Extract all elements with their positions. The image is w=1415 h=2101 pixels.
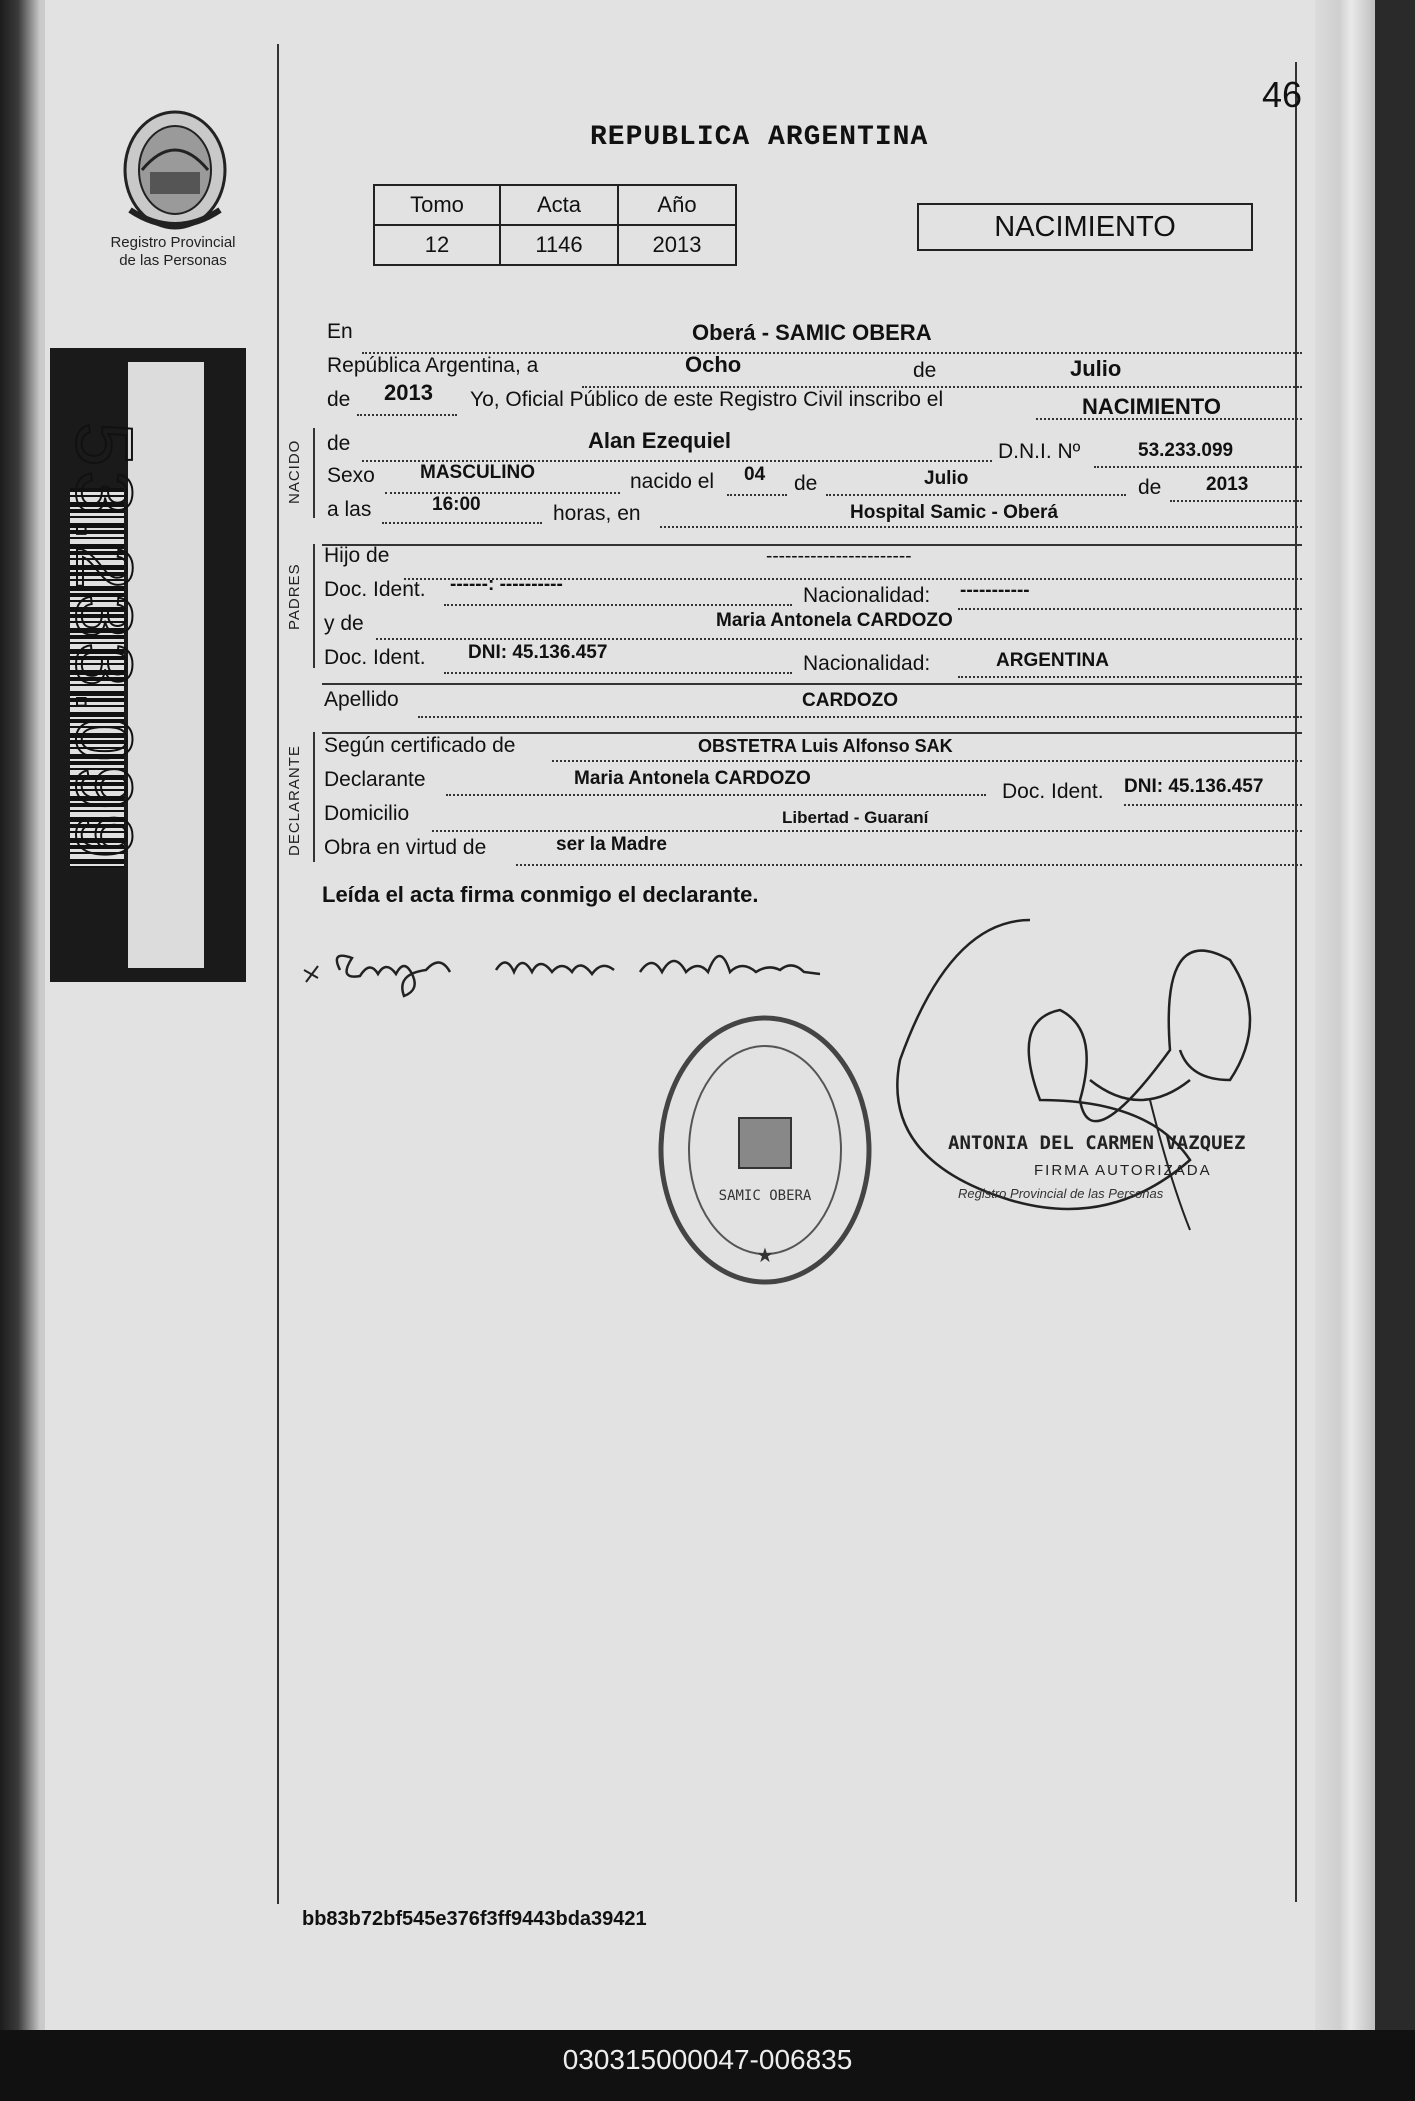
dotted-line [1124,804,1302,806]
child-dni-value: 53.233.099 [1138,440,1234,461]
dotted-line [958,608,1302,610]
birth-de2-label: de [1138,476,1162,499]
day-value: Ocho [685,352,742,377]
month-value: Julio [1070,356,1122,381]
dotted-line [446,794,986,796]
birth-place-value: Hospital Samic - Oberá [850,502,1059,523]
sexo-value: MASCULINO [420,462,536,483]
header-ano: Año [618,185,736,225]
dotted-line [1094,466,1302,468]
misiones-coat-of-arms [120,100,230,232]
official-role: FIRMA AUTORIZADA [1034,1162,1212,1179]
republica-label: República Argentina, a [327,354,539,377]
apellido-label: Apellido [324,688,399,711]
seal-inner-text: SAMIC OBERA [718,1188,812,1204]
birth-year-value: 2013 [1206,474,1249,495]
table-header-row [374,185,736,225]
page-edge [1315,0,1375,2030]
page-title: REPUBLICA ARGENTINA [590,122,929,153]
en-label: En [327,320,353,343]
dotted-line [432,830,1302,832]
dotted-line [1170,500,1302,502]
certificado-label: Según certificado de [324,734,516,757]
address-value: Libertad - Guaraní [782,808,929,827]
dotted-line [660,526,1302,528]
right-margin-rule [1295,62,1297,1902]
registry-name: Registro Provincial de las Personas [110,234,236,269]
dotted-line [444,604,792,606]
page-number: 46 [1262,74,1303,115]
declarant-doc-value: DNI: 45.136.457 [1124,776,1264,797]
dni-label: D.N.I. Nº [998,440,1081,463]
sexo-label: Sexo [327,464,375,487]
official-signature [890,900,1270,1260]
value-tomo: 12 [374,225,500,265]
official-seal [655,1010,875,1290]
declarant-name-value: Maria Antonela CARDOZO [574,768,811,789]
footer-code: 030315000047-006835 [562,2044,853,2075]
father-doc-value: ------: ---------- [450,574,563,595]
dotted-line [376,638,1302,640]
barcode-number: 53.233.099 [60,422,149,863]
dotted-line [444,672,792,674]
dotted-line [382,522,542,524]
inscribo-text: Yo, Oficial Público de este Registro Civil inscribo el [470,388,944,411]
table-value-row [374,225,736,265]
dotted-line [357,414,457,416]
closing-statement: Leída el acta firma conmigo el declarante. [322,882,759,907]
year-value: 2013 [384,380,433,405]
mother-name-value: Maria Antonela CARDOZO [716,610,953,631]
yde-label: y de [324,612,364,635]
nac2-label: Nacionalidad: [803,652,931,675]
declarante-bracket [313,732,315,862]
hijo-label: Hijo de [324,544,390,567]
dotted-line [418,716,1302,718]
place-value: Oberá - SAMIC OBERA [692,320,932,345]
domicilio-label: Domicilio [324,802,410,825]
declarante-label: Declarante [324,768,426,791]
certificate-value: OBSTETRA Luis Alfonso SAK [698,736,953,756]
left-margin-rule [277,44,279,1904]
birth-month-value: Julio [924,468,969,489]
father-value: ----------------------- [766,546,912,567]
father-nationality-value: ----------- [960,580,1030,601]
section-label-padres: PADRES [286,563,303,630]
hour-value: 16:00 [432,494,481,515]
child-name-value: Alan Ezequiel [588,428,732,453]
nacido-bracket [313,428,315,518]
dotted-line [958,676,1302,678]
surname-value: CARDOZO [802,690,899,711]
de-label: de [913,359,937,382]
dotted-line [516,864,1302,866]
document-hash: bb83b72bf545e376f3ff9443bda39421 [302,1908,647,1930]
decl-doc-label: Doc. Ident. [1002,780,1104,803]
horas-en-label: horas, en [553,502,641,525]
padres-bracket [313,544,315,668]
value-ano: 2013 [618,225,736,265]
section-divider [322,683,1302,685]
doc1-label: Doc. Ident. [324,578,426,601]
birth-de-label: de [794,472,818,495]
nac1-label: Nacionalidad: [803,584,931,607]
relationship-value: ser la Madre [556,834,667,855]
dotted-line [552,760,1302,762]
section-label-nacido: NACIDO [286,439,303,504]
official-office: Registro Provincial de las Personas [958,1186,1164,1201]
name-label: de [327,432,351,455]
value-acta: 1146 [500,225,618,265]
mother-doc-value: DNI: 45.136.457 [468,642,608,663]
dotted-line [826,494,1126,496]
declarant-signature [300,930,840,1009]
register-table [373,184,737,266]
header-tomo: Tomo [374,185,500,225]
de-year-label: de [327,388,351,411]
dotted-line [385,492,620,494]
record-kind-value: NACIMIENTO [1082,394,1221,419]
doc2-label: Doc. Ident. [324,646,426,669]
mother-nationality-value: ARGENTINA [996,650,1109,671]
header-acta: Acta [500,185,618,225]
birth-day-value: 04 [744,464,766,485]
dotted-line [727,494,787,496]
alas-label: a las [327,498,372,521]
obra-label: Obra en virtud de [324,836,487,859]
svg-text:★: ★ [756,1243,774,1267]
record-type-box: NACIMIENTO [917,203,1253,251]
official-name: ANTONIA DEL CARMEN VAZQUEZ [948,1132,1246,1154]
nacido-el-label: nacido el [630,470,715,493]
section-label-declarante: DECLARANTE [286,745,303,856]
